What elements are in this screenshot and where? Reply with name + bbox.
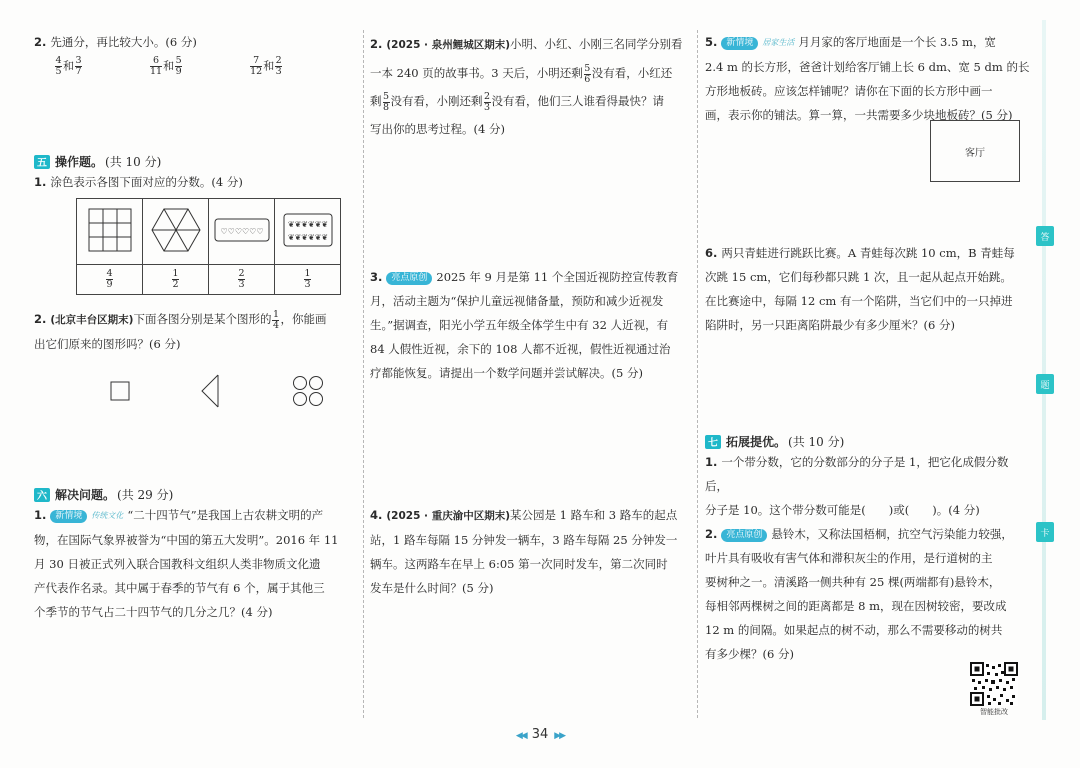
room-label: 客厅 <box>965 147 985 159</box>
side-tab-2[interactable]: 题 <box>1036 374 1054 394</box>
figure-grid-3x3[interactable] <box>77 199 143 265</box>
square-shape[interactable] <box>110 381 130 401</box>
question-mixed-number: 1. 一个带分数，它的分数部分的分子是 1，把它化成假分数后， 分子是 10。这个带分数可能是( )或( )。(4 分) <box>705 455 1009 517</box>
partial-shapes <box>110 374 354 408</box>
next-page-icon[interactable]: ▶▶ <box>554 731 565 741</box>
svg-text:❦❦❦❦❦❦: ❦❦❦❦❦❦ <box>287 219 328 229</box>
fraction-pair-1: $\frac{4}{5}$ 和 $\frac{3}{7}$ <box>55 55 82 77</box>
column-middle <box>370 30 692 600</box>
fraction-label: $\frac{4}{9}$ <box>77 265 143 295</box>
fraction-pair-2: $\frac{6}{11}$ 和 $\frac{5}{9}$ <box>150 55 182 77</box>
tag-original: 亮点原创 <box>721 529 767 542</box>
question-restore-shape: 2. (北京丰台区期末)下面各图分别是某个图形的 $\frac{1}{4}$ ，你能画 出它们原来的图形吗？(6 分) <box>34 308 327 351</box>
fraction-pairs <box>34 56 354 77</box>
living-room-rectangle[interactable] <box>930 120 1020 182</box>
side-strip <box>1042 20 1046 720</box>
side-tab-1[interactable]: 答 <box>1036 226 1054 246</box>
question-text: 先通分，再比较大小。(6 分) <box>50 35 197 49</box>
side-tab-3[interactable]: 卡 <box>1036 522 1054 542</box>
qr-code-icon[interactable] <box>970 662 1018 706</box>
prev-page-icon[interactable]: ◀◀ <box>515 731 526 741</box>
question-color-fractions: 1. 涂色表示各图下面对应的分数。(4 分) <box>34 175 243 189</box>
tag-home-life: 居家生活 <box>762 38 795 47</box>
tag-culture: 传统文化 <box>91 511 124 520</box>
tag-new-scenario: 新情境 <box>50 510 87 523</box>
column-divider-1 <box>363 30 364 718</box>
question-compare <box>34 30 354 54</box>
section-title-solve: 六 解决问题。 (共 29 分) <box>34 486 354 503</box>
fraction-pair-3: $\frac{7}{12}$ 和 $\frac{2}{3}$ <box>250 55 282 77</box>
page-footer <box>0 727 1080 742</box>
column-divider-2 <box>697 30 698 718</box>
question-trees: 2. 亮点原创 悬铃木，又称法国梧桐，抗空气污染能力较强， 叶片具有吸收有害气体和滞积灰尘的作用，是行道树的主 要树种之一。清溪路一侧共种有 25 棵(两端都有)悬铃木， 每相邻两棵树之间的距离都是 8 m，现在因树较密，要改成 12 m 的间隔。如果起点的树不动，那么不需要移动的树共 有多少棵？(6 分) <box>705 527 1013 661</box>
qr-label: 智能批改 <box>980 708 1008 716</box>
column-left <box>34 30 354 624</box>
question-reading-speed: 2. (2025 · 泉州鲤城区期末)小明、小红、小刚三名同学分别看 一本 240 页的故事书。3 天后，小明还剩 $\frac{5}{6}$ 没有看，小红还 剩 $\frac{5}{8}$ 没有看，小刚还剩 $\frac{2}{3}$ 没有看，他们三人谁看得最快？请 写出你的思考过程。(4 分) <box>370 37 683 136</box>
tag-new-scenario: 新情境 <box>721 37 758 50</box>
four-circles-shape[interactable] <box>292 375 324 407</box>
question-bus-schedule: 4. (2025 · 重庆渝中区期末)某公园是 1 路车和 3 路车的起点 站，1 路车每隔 15 分钟发一辆车，3 路车每隔 25 分钟发一 辆车。这两路车在早上 6:05 第一次同时发车，第二次同时 发车是什么时间？(5 分) <box>370 508 678 595</box>
figure-peppers-box[interactable] <box>275 199 341 265</box>
tag-original: 亮点原创 <box>386 272 432 285</box>
question-solar-terms: 1. 新情境 传统文化 “二十四节气”是我国上古农耕文明的产 物，在国际气象界被誉为“中国的第五大发明”。2016 年 11 月 30 日被正式列入联合国教科文组织人类非物质文化遗 产代表作名录。其中属于春季的节气有 6 个，属于其他三 个季节的节气占二十四节气的几分之几？(4 分) <box>34 503 354 624</box>
question-number: 2. <box>34 35 47 49</box>
svg-text:♡♡♡♡♡♡: ♡♡♡♡♡♡ <box>219 226 264 236</box>
figure-hexagon[interactable] <box>143 199 209 265</box>
svg-text:❦❦❦❦❦❦: ❦❦❦❦❦❦ <box>287 232 328 242</box>
page-number: 34 <box>531 727 549 742</box>
section-badge: 六 <box>34 488 50 502</box>
fraction-label: $\frac{1}{3}$ <box>275 265 341 295</box>
figure-hearts-box[interactable] <box>209 199 275 265</box>
question-floor-tiles: 5. 新情境 居家生活 月月家的客厅地面是一个长 3.5 m，宽 2.4 m 的长方形，爸爸计划给客厅铺上长 6 dm、宽 5 dm 的长 方形地板砖。应该怎样铺呢？请你在下面的长方形中画一 画，表示你的铺法。算一算，一共需要多少块地板砖？(5 分) <box>705 30 1030 127</box>
section-badge: 五 <box>34 155 50 169</box>
fraction-label: $\frac{1}{2}$ <box>143 265 209 295</box>
question-myopia: 3. 亮点原创 2025 年 9 月是第 11 个全国近视防控宣传教育 月，活动主题为“保护儿童远视储备量，预防和减少近视发 生。”据调查，阳光小学五年级全体学生中有 32 人近视，有 84 人假性近视，余下的 108 人都不近视，假性近视通过治 疗都能恢复。请提出一个数学问题并尝试解决。(5 分) <box>370 270 679 380</box>
question-frog-jump: 6. 两只青蛙进行跳跃比赛。A 青蛙每次跳 10 cm，B 青蛙每 次跳 15 cm，它们每秒都只跳 1 次，且一起从起点开始跳。 在比赛途中，每隔 12 cm 有一个陷阱，当它们中的一只掉进 陷阱时，另一只距离陷阱最少有多少厘米？(6 分) <box>705 246 1015 332</box>
fraction-figure-table <box>76 198 341 295</box>
triangle-shape[interactable] <box>200 374 222 408</box>
fraction-label: $\frac{2}{3}$ <box>209 265 275 295</box>
section-title-extension: 七 拓展提优。 (共 10 分) <box>705 433 1030 450</box>
section-title-operate: 五 操作题。 (共 10 分) <box>34 153 354 170</box>
section-badge: 七 <box>705 435 721 449</box>
